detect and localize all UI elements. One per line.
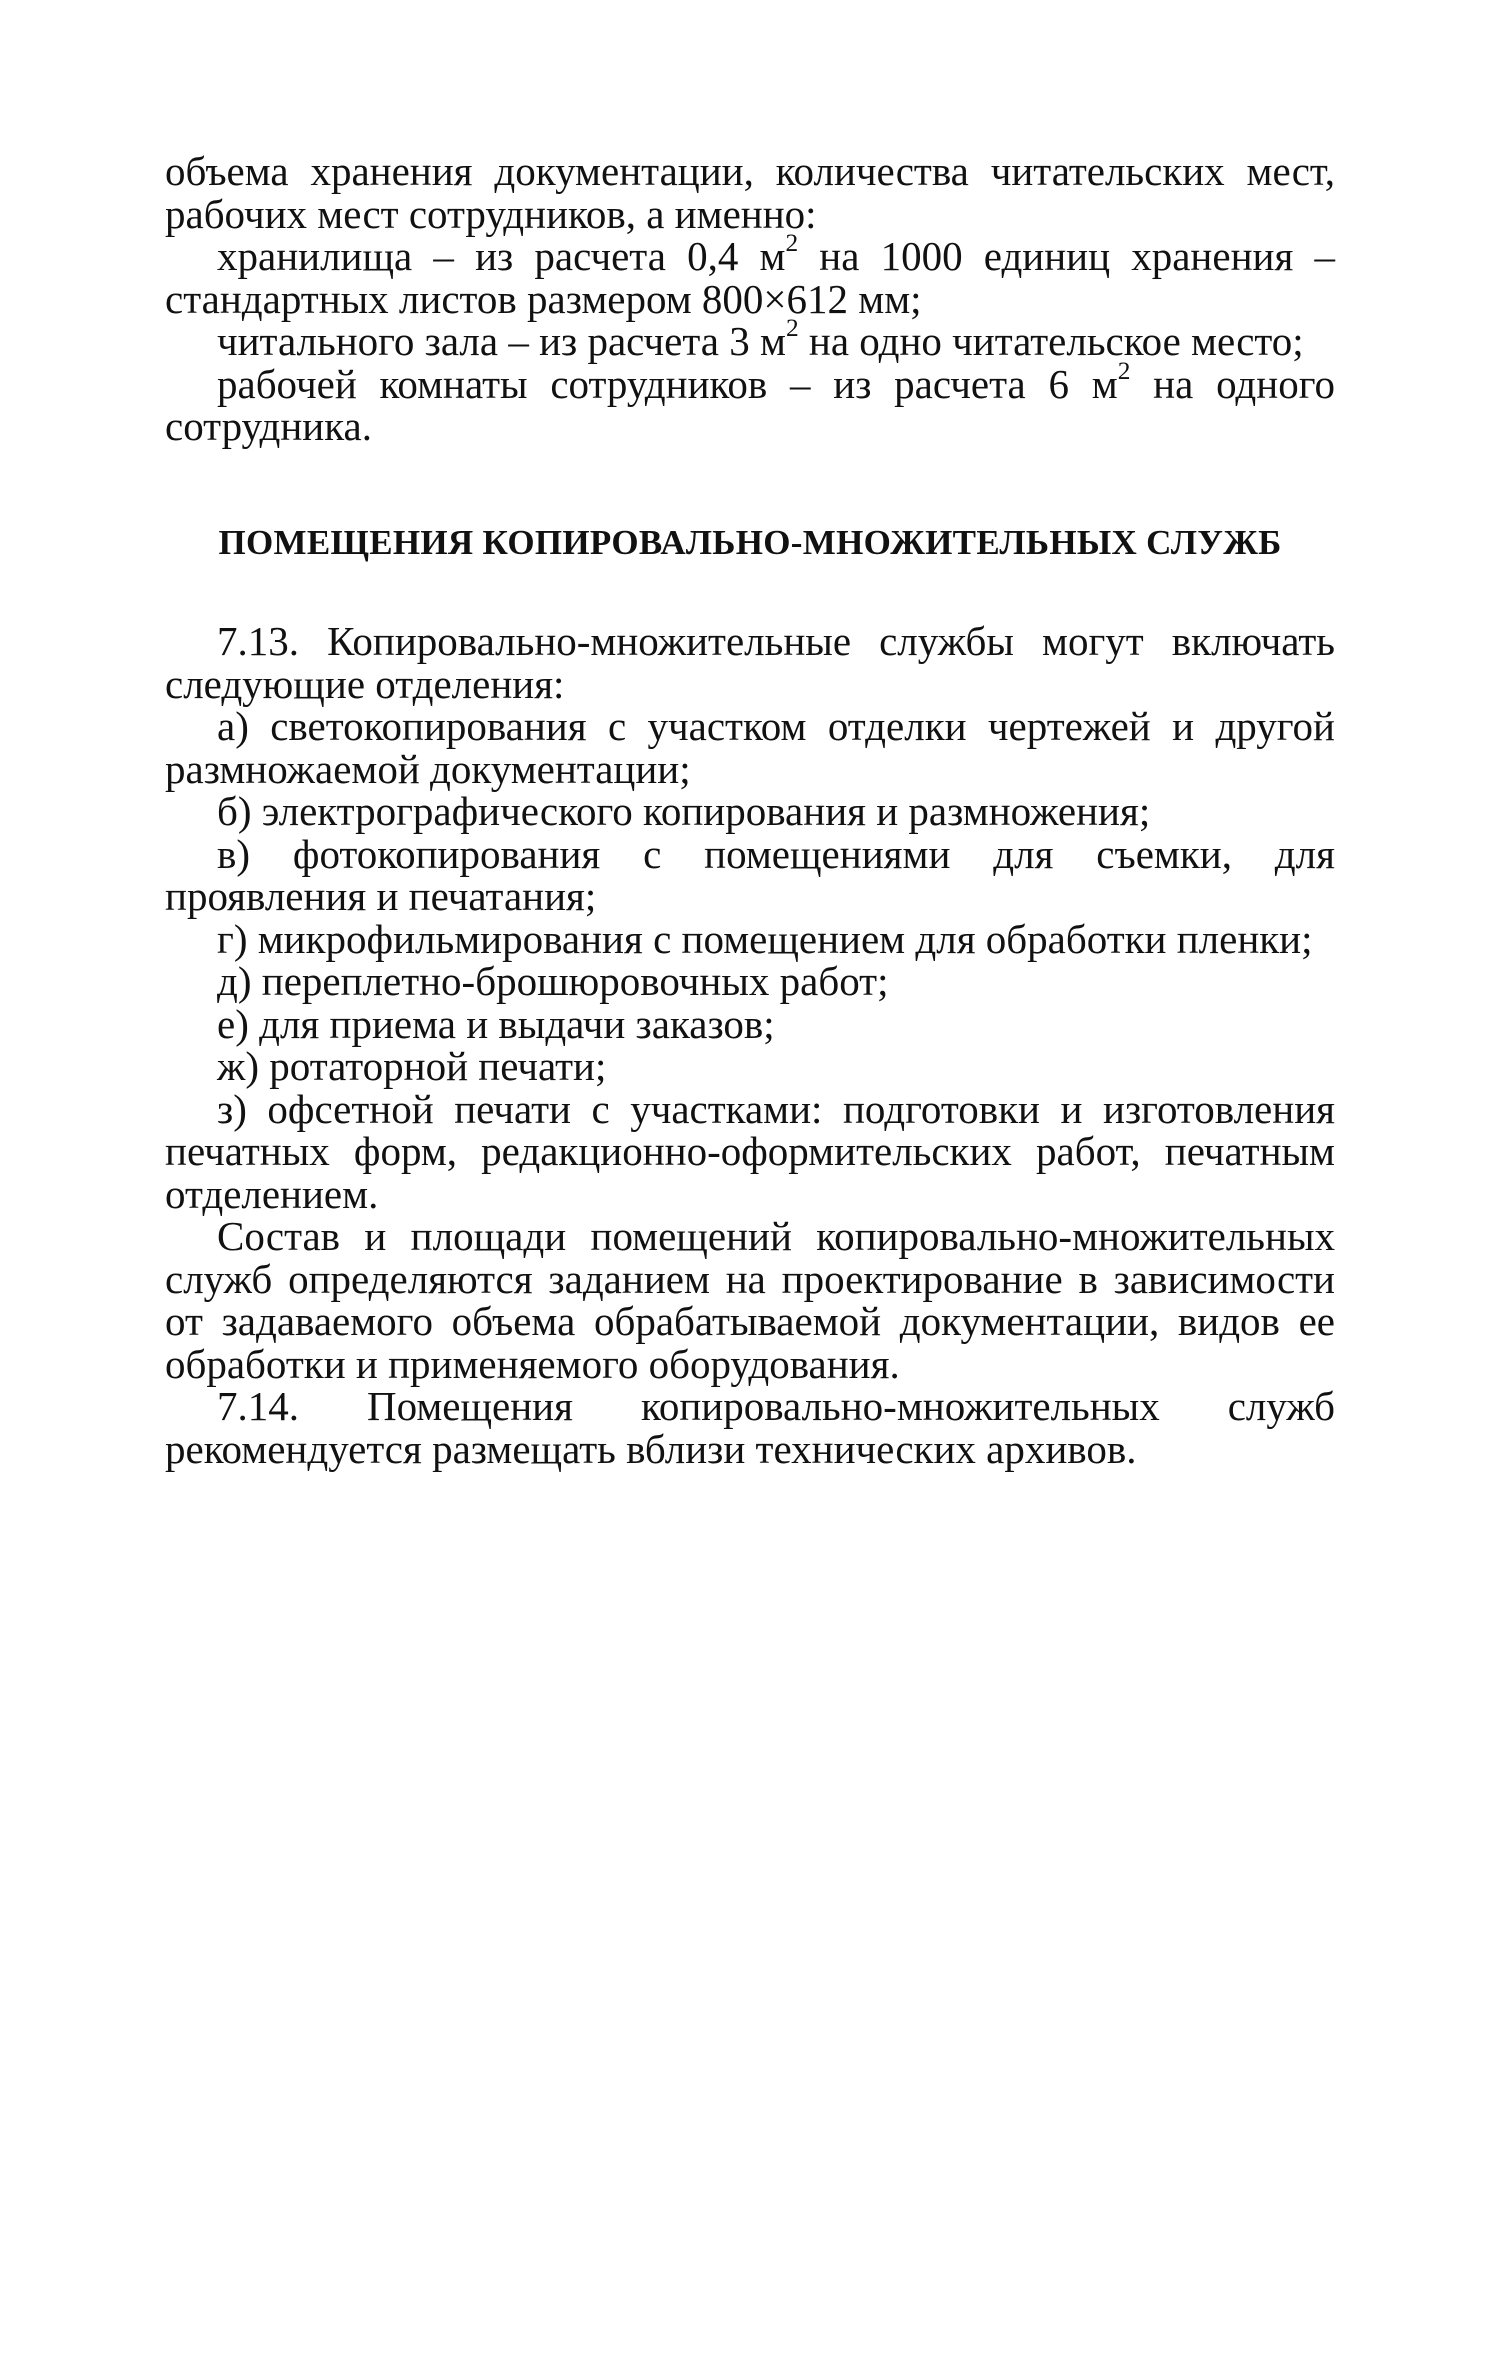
document-body bbox=[165, 150, 1335, 1470]
storage-superscript: 2 bbox=[785, 228, 799, 257]
list-item-e: е) для приема и выдачи заказов; bbox=[217, 1000, 775, 1047]
staff-room-text-pre: рабочей комнаты сотрудников – из расчета 6 м bbox=[217, 360, 1118, 407]
staff-room-superscript: 2 bbox=[1117, 356, 1131, 385]
list-item-z: з) офсетной печати с участками: подготовки и изготовления печатных форм, редакционно-оформительских работ, печатным отделением. bbox=[165, 1085, 1335, 1217]
clause-7-14 bbox=[165, 1385, 1335, 1470]
clause-7-14-number: 7.14. bbox=[217, 1383, 299, 1429]
reading-room-paragraph bbox=[165, 313, 1335, 364]
list-item-d: д) переплетно-брошюровочных работ; bbox=[217, 958, 889, 1004]
list-item-a: а) светокопирования с участком отделки чертежей и другой размножаемой документации; bbox=[165, 703, 1335, 792]
storage-text-post: на 1000 единиц хранения – стандартных листов размером 800×612 мм; bbox=[165, 233, 1335, 322]
clause-7-14-text: Помещения копировально-множительных служб рекомендуется размещать вблизи технических архивов. bbox=[165, 1383, 1335, 1472]
list-item-g: г) микрофильмирования с помещением для обработки пленки; bbox=[217, 915, 1313, 962]
clause-7-13 bbox=[165, 620, 1335, 705]
reading-room-superscript: 2 bbox=[785, 313, 799, 342]
reading-room-text-pre: читального зала – из расчета 3 м bbox=[217, 318, 786, 364]
reading-room-text-post: на одно читательское место; bbox=[798, 318, 1304, 364]
composition-paragraph: Состав и площади помещений копировально-множительных служб определяются заданием на проектирование в зависимости от задаваемого объема обрабатываемой документации, видов ее обработки и применяемого оборудования. bbox=[165, 1213, 1335, 1387]
section-heading: ПОМЕЩЕНИЯ КОПИРОВАЛЬНО-МНОЖИТЕЛЬНЫХ СЛУЖБ bbox=[218, 522, 1282, 562]
intro-paragraph bbox=[165, 150, 1335, 235]
staff-room-text-post: на одного сотрудника. bbox=[165, 360, 1335, 449]
storage-paragraph bbox=[165, 228, 1335, 322]
clause-7-13-number: 7.13. bbox=[217, 618, 299, 664]
storage-text-pre: хранилища – из расчета 0,4 м bbox=[217, 233, 786, 279]
list-item-b: б) электрографического копирования и размножения; bbox=[217, 788, 1151, 834]
clause-7-13-text: Копировально-множительные службы могут включать следующие отделения: bbox=[165, 618, 1335, 707]
intro-text: объема хранения документации, количества читательских мест, рабочих мест сотрудников, а именно: bbox=[165, 148, 1335, 237]
staff-room-paragraph bbox=[165, 356, 1335, 449]
list-item-zh: ж) ротаторной печати; bbox=[217, 1043, 607, 1089]
list-item-v: в) фотокопирования с помещениями для съемки, для проявления и печатания; bbox=[165, 830, 1335, 919]
